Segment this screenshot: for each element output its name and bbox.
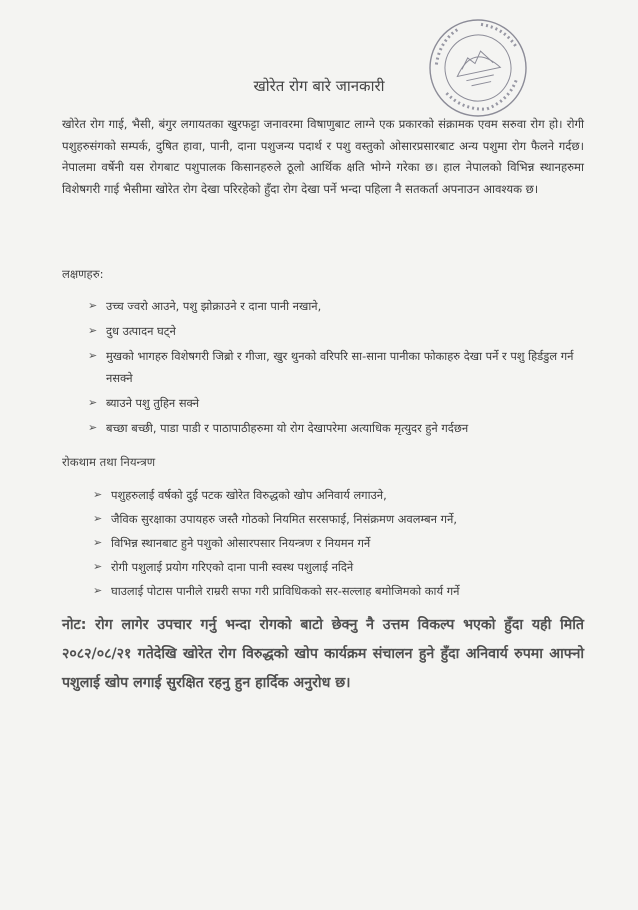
arrow-bullet-icon: ➢ bbox=[88, 396, 98, 409]
arrow-bullet-icon: ➢ bbox=[93, 584, 103, 597]
list-item: ➢ जैविक सुरक्षाका उपायहरु जस्तै गोठको नियमित सरसफाई, निसंक्रमण अवलम्बन गर्ने, bbox=[93, 508, 587, 530]
arrow-bullet-icon: ➢ bbox=[88, 421, 98, 434]
office-seal-stamp bbox=[416, 6, 539, 129]
arrow-bullet-icon: ➢ bbox=[93, 536, 103, 549]
list-item: ➢ मुखको भागहरु विशेषगरी जिब्रो र गीजा, खुर थुनको वरिपरि सा-साना पानीका फोकाहरु देखा पर्ने र पशु हिर्डडुल गर्न नसक्ने bbox=[88, 345, 586, 389]
list-item: ➢ पशुहरुलाई वर्षको दुई पटक खोरेत विरुद्धको खोप अनिवार्य लगाउने, bbox=[93, 484, 587, 506]
symptoms-list bbox=[88, 295, 586, 439]
list-item: ➢ बच्छा बच्छी, पाडा पाडी र पाठापाठीहरुमा यो रोग देखापरेमा अत्याधिक मृत्युदर हुने गर्दछन bbox=[88, 417, 586, 439]
arrow-bullet-icon: ➢ bbox=[88, 299, 98, 312]
symptoms-heading: लक्षणहरु: bbox=[62, 267, 104, 281]
intro-paragraph: खोरेत रोग गाई, भैसी, बंगुर लगायतका खुरफट्टा जनावरमा विषाणुबाट लाग्ने एक प्रकारको संक्रामक एवम सरुवा रोग हो। रोगी पशुहरुसंगको सम्पर्क, दुषित हावा, पानी, दाना पशुजन्य पदार्थ र पशु वस्तुको ओसारप्रसारबाट अन्य पशुमा रोग फैलने गर्दछ। नेपालमा वर्षेनी यस रोगबाट पशुपालक किसानहरुले ठूलो आर्थिक क्षति भोग्ने गरेका छ। हाल नेपालको विभिन्न स्थानहरुमा विशेषगरी गाई भैसीमा खोरेत रोग देखा परिरहेको हुँदा रोग देखा पर्ने भन्दा पहिला नै सतकर्ता अपनाउन आवश्यक छ। bbox=[62, 117, 584, 196]
arrow-bullet-icon: ➢ bbox=[93, 488, 103, 501]
arrow-bullet-icon: ➢ bbox=[88, 324, 98, 337]
arrow-bullet-icon: ➢ bbox=[93, 512, 103, 525]
page-title: खोरेत रोग बारे जानकारी bbox=[253, 77, 385, 95]
note-paragraph: नोट: रोग लागेर उपचार गर्नु भन्दा रोगको बाटो छेक्नु नै उत्तम विकल्प भएको हुँदा यही मिति २०८२/०८/२१ गतेदेखि खोरेत रोग विरुद्धको खोप कार्यक्रम संचालन हुने हुँदा अनिवार्य रुपमा आफ्नो पशुलाई खोप लगाई सुरक्षित रहनु हुन हार्दिक अनुरोध छ। bbox=[62, 617, 584, 691]
arrow-bullet-icon: ➢ bbox=[88, 349, 98, 362]
list-item: ➢ रोगी पशुलाई प्रयोग गरिएको दाना पानी स्वस्थ पशुलाई नदिने bbox=[93, 556, 587, 578]
list-item: ➢ उच्च ज्वरो आउने, पशु झोक्राउने र दाना पानी नखाने, bbox=[88, 295, 586, 317]
prevention-list bbox=[93, 484, 587, 602]
list-item: ➢ दुध उत्पादन घट्ने bbox=[88, 320, 586, 342]
arrow-bullet-icon: ➢ bbox=[93, 560, 103, 573]
list-item: ➢ विभिन्न स्थानबाट हुने पशुको ओसारपसार नियन्त्रण र नियमन गर्ने bbox=[93, 532, 587, 554]
list-item: ➢ ब्याउने पशु तुहिन सक्ने bbox=[88, 392, 586, 414]
list-item: ➢ घाउलाई पोटास पानीले राम्ररी सफा गरी प्राविधिकको सर-सल्लाह बमोजिमको कार्य गर्ने bbox=[93, 580, 587, 602]
prevention-heading: रोकथाम तथा नियन्त्रण bbox=[62, 455, 156, 469]
